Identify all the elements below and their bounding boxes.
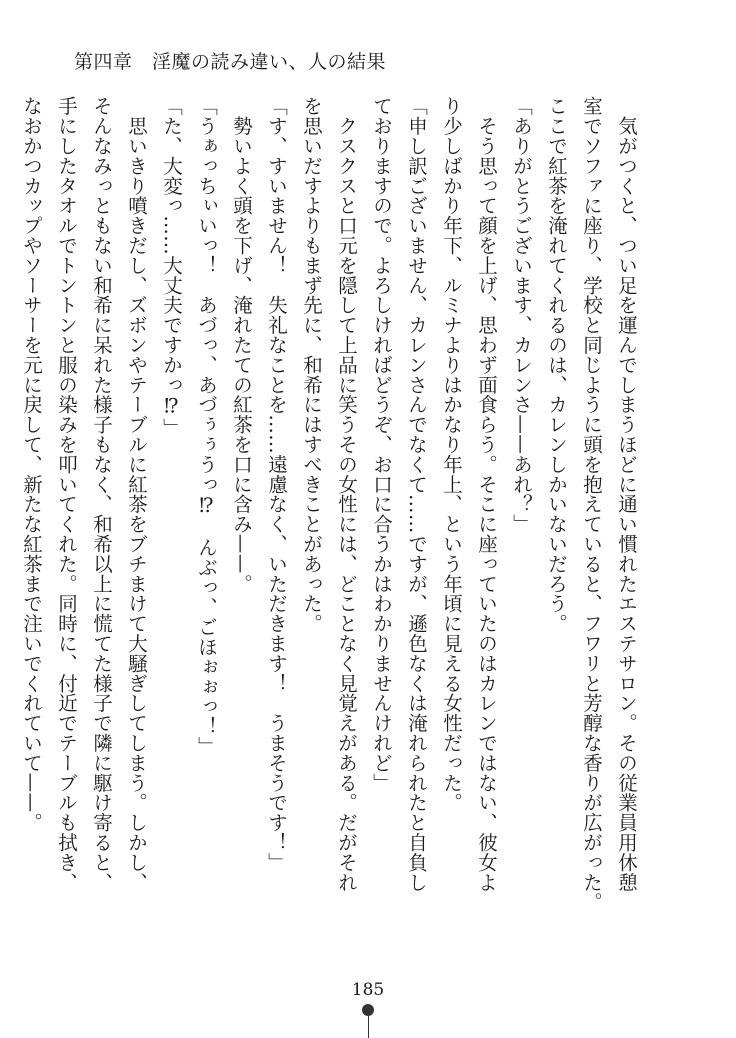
text-line: 手にしたタオルでトントンと服の染みを叩いてくれた。同時に、付近でテーブルも拭き、 bbox=[55, 96, 78, 892]
text-line: を思いだすよりもまず先に、和希にはすべきことがあった。 bbox=[300, 96, 323, 634]
text-line: 「ありがとうございます、カレンさ——あれ？」 bbox=[510, 96, 533, 534]
text-line: 思いきり噴きだし、ズボンやテーブルに紅茶をブチまけて大騒ぎしてしまう。しかし、 bbox=[125, 96, 148, 892]
text-line: 勢いよく頭を下げ、淹れたての紅茶を口に含み——。 bbox=[230, 96, 253, 594]
page-marker-icon bbox=[362, 1004, 374, 1038]
body-text bbox=[20, 96, 644, 946]
text-line: 「す、すいません！ 失礼なことを……遠慮なく、いただきます！ うまそうです！」 bbox=[265, 96, 288, 873]
text-line: り少しばかり年下、ルミナよりはかなり年上、という年頃に見える女性だった。 bbox=[440, 96, 463, 813]
text-line: ておりますので。よろしければどうぞ、お口に合うかはわかりませんけれど」 bbox=[370, 96, 393, 793]
text-line: 「うぁっちぃいっ！ あづっ、あづぅぅうっ⁉ んぶっ、ごほぉぉっ！」 bbox=[195, 96, 218, 757]
text-line: そう思って顔を上げ、思わず面食らう。そこに座っていたのはカレンではない、彼女よ bbox=[475, 96, 498, 892]
text-line: なおかつカップやソーサーを元に戻して、新たな紅茶まで注いでくれていて——。 bbox=[20, 96, 43, 833]
running-title: 第四章 淫魔の読み違い、人の結果 bbox=[74, 51, 387, 73]
text-line: 室でソファに座り、学校と同じように頭を抱えていると、フワリと芳醇な香りが広がった。 bbox=[580, 96, 603, 912]
text-line: 「申し訳ございません、カレンさんでなくて……ですが、遜色なくは淹れられたと自負し bbox=[405, 96, 428, 892]
text-line: クスクスと口元を隠して上品に笑うその女性には、どことなく見覚えがある。だがそれ bbox=[335, 96, 358, 892]
text-line: 気がつくと、つい足を運んでしまうほどに通い慣れたエステサロン。その従業員用休憩 bbox=[615, 96, 638, 892]
text-line: ここで紅茶を淹れてくれるのは、カレンしかいないだろう。 bbox=[545, 96, 568, 634]
text-line: 「た、大変っ……大丈夫ですかっ⁉」 bbox=[160, 96, 183, 438]
page-number: 185 bbox=[351, 980, 385, 1000]
text-line: そんなみっともない和希に呆れた様子もなく、和希以上に慌てた様子で隣に駆け寄ると、 bbox=[90, 96, 113, 892]
